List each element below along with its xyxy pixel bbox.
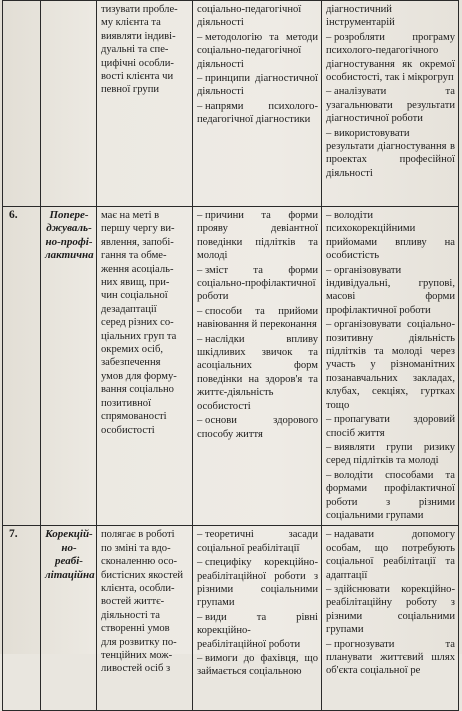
list-item-text: володіти способами та формами профілактичної роботи з різними соціальними групами (326, 469, 455, 521)
bullet-dash: – (197, 529, 203, 541)
bullet-dash: – (326, 86, 332, 98)
bullet-dash: – (197, 611, 203, 623)
bullet-dash: – (326, 210, 332, 221)
list-item-text: зміст та форми соціально-профілактичної роботи (197, 264, 318, 303)
list-item-text: напрями психолого-педагогічної діагностики (197, 100, 318, 126)
list-item (326, 528, 455, 582)
row-number (3, 1, 41, 207)
knowledge-list (197, 528, 318, 678)
bullet-dash: – (197, 264, 203, 276)
list-item (197, 611, 318, 651)
list-item-text: здійснювати корекційно-реабілітаційну роботу з різними соціальними групами (326, 583, 455, 636)
list-item (197, 305, 318, 332)
list-item-text: пропагувати здоровий спосіб життя (326, 414, 455, 439)
bullet-dash: – (197, 653, 203, 664)
list-item-text: причини та форми прояву девіантної поведінки підлітків та молоді (197, 210, 318, 262)
row-number: 7. (3, 526, 41, 711)
list-item (326, 209, 455, 263)
function-goal: має на меті в першу чергу ви- явлення, запобі- гання та обме- ження асоціаль- них явищ, при- чин соціальної дезадаптації серед різних со- ціальних груп та окремих осіб, забезпечення умов для форму- вання соціально позитивної спрямованості особистості (97, 207, 193, 526)
list-item (326, 441, 455, 468)
list-item-text: організовувати індивідуальні, групові, масові форми профілактичної роботи (326, 264, 455, 316)
skills-list (326, 209, 455, 522)
list-item (197, 3, 318, 30)
list-item (197, 414, 318, 441)
function-goal: полягає в роботі по зміні та вдо- сконаленню осо- бистісних якостей клієнта, особли- востей життє- діяльності та створенні умов для розвитку по- тенційних мож- ливостей осіб з (97, 526, 193, 711)
bullet-dash: – (197, 305, 203, 317)
list-item (326, 85, 455, 125)
list-item-text: теоретичні засади соціальної реабілітації (197, 529, 318, 554)
function-title: Корекцій- но- реабі- літаційна (41, 526, 97, 711)
skills-list (326, 528, 455, 677)
list-item (326, 469, 455, 523)
list-item-text: використовувати результати діагностування в проектах професійної діяльності (326, 127, 455, 179)
table-row (3, 1, 459, 207)
skills-list-cell (322, 526, 459, 711)
bullet-dash: – (197, 415, 203, 427)
knowledge-list (197, 3, 318, 127)
list-item (326, 127, 455, 181)
list-item-text: методологію та методи соціально-педагогічної діяльності (197, 31, 318, 70)
row-number: 6. (3, 207, 41, 526)
bullet-dash: – (326, 583, 332, 595)
list-item-text: прогнозувати та планувати життєвий шлях об'єкта соціальної ре (326, 638, 455, 677)
knowledge-list-cell (193, 526, 322, 711)
list-item (197, 31, 318, 71)
list-item (197, 100, 318, 127)
list-item (197, 556, 318, 610)
function-title (41, 1, 97, 207)
skills-list-cell (322, 1, 459, 207)
bullet-dash: – (197, 73, 203, 85)
list-item-text: організовувати соціально-позитивну діяльність підлітків та молоді через участь у різноманітних позанавчальних закладах, клубах, секціях, гуртках тощо (326, 319, 455, 411)
list-item-text: діагностичний інструментарій (326, 4, 395, 29)
list-item (326, 638, 455, 678)
list-item-text: виявляти групи ризику серед підлітків та молоді (326, 441, 455, 467)
list-item-text: володіти психокорекційними прийомами впливу на особистість (326, 210, 455, 262)
list-item (197, 333, 318, 413)
list-item (197, 528, 318, 555)
list-item-text: соціально-педагогічної діяльності (197, 4, 302, 29)
list-item-text: вимоги до фахівця, що займається соціальною (197, 653, 318, 678)
list-item-text: специфіку корекційно-реабілітаційної роботи з різними соціальними групами (197, 557, 318, 609)
bullet-dash: – (197, 31, 203, 43)
list-item (326, 583, 455, 637)
skills-list (326, 3, 455, 180)
list-item-text: основи здорового способу життя (197, 415, 318, 440)
bullet-dash: – (197, 333, 203, 345)
bullet-dash: – (326, 638, 332, 650)
list-item-text: наслідки впливу шкідливих звичок та асоціальних форм поведінки на здоров'я та життє-діяльність особистості (197, 333, 318, 412)
list-item (197, 72, 318, 99)
bullet-dash: – (326, 319, 332, 331)
list-item (326, 264, 455, 318)
table-row (3, 526, 459, 711)
knowledge-list-cell (193, 207, 322, 526)
table-row (3, 207, 459, 526)
list-item (326, 413, 455, 440)
list-item (326, 31, 455, 85)
bullet-dash: – (326, 529, 332, 541)
list-item-text: розробляти програму психолого-педагогічного діагностування як окремої особистості, так і мікрогруп (326, 31, 455, 84)
list-item-text: види та рівні корекційно-реабілітаційної роботи (197, 611, 318, 650)
list-item-text: надавати допомогу особам, що потребують соціальної реабілітації та адаптації (326, 529, 455, 581)
list-item-text: способи та прийоми навіювання й переконання (197, 305, 318, 331)
bullet-dash: – (326, 31, 332, 43)
bullet-dash: – (326, 264, 332, 276)
knowledge-list-cell (193, 1, 322, 207)
bullet-dash: – (326, 469, 332, 481)
list-item (197, 209, 318, 263)
bullet-dash: – (197, 210, 203, 221)
bullet-dash: – (326, 414, 332, 426)
function-goal: тизувати пробле- му клієнта та виявляти індиві- дуальні та спе- цифічні особли- вості клієнта чи певної групи (97, 1, 193, 207)
bullet-dash: – (197, 557, 203, 569)
list-item (197, 652, 318, 679)
competency-table (2, 0, 459, 711)
list-item (326, 3, 455, 30)
list-item-text: принципи діагностичної діяльності (197, 73, 318, 98)
function-title: Попере- джуваль- но-профі- лактична (41, 207, 97, 526)
skills-list-cell (322, 207, 459, 526)
bullet-dash: – (326, 127, 332, 139)
list-item (197, 264, 318, 304)
bullet-dash: – (197, 100, 203, 112)
list-item-text: аналізувати та узагальнювати результати діагностичної роботи (326, 86, 455, 125)
knowledge-list (197, 209, 318, 441)
list-item (326, 318, 455, 412)
bullet-dash: – (326, 441, 332, 453)
